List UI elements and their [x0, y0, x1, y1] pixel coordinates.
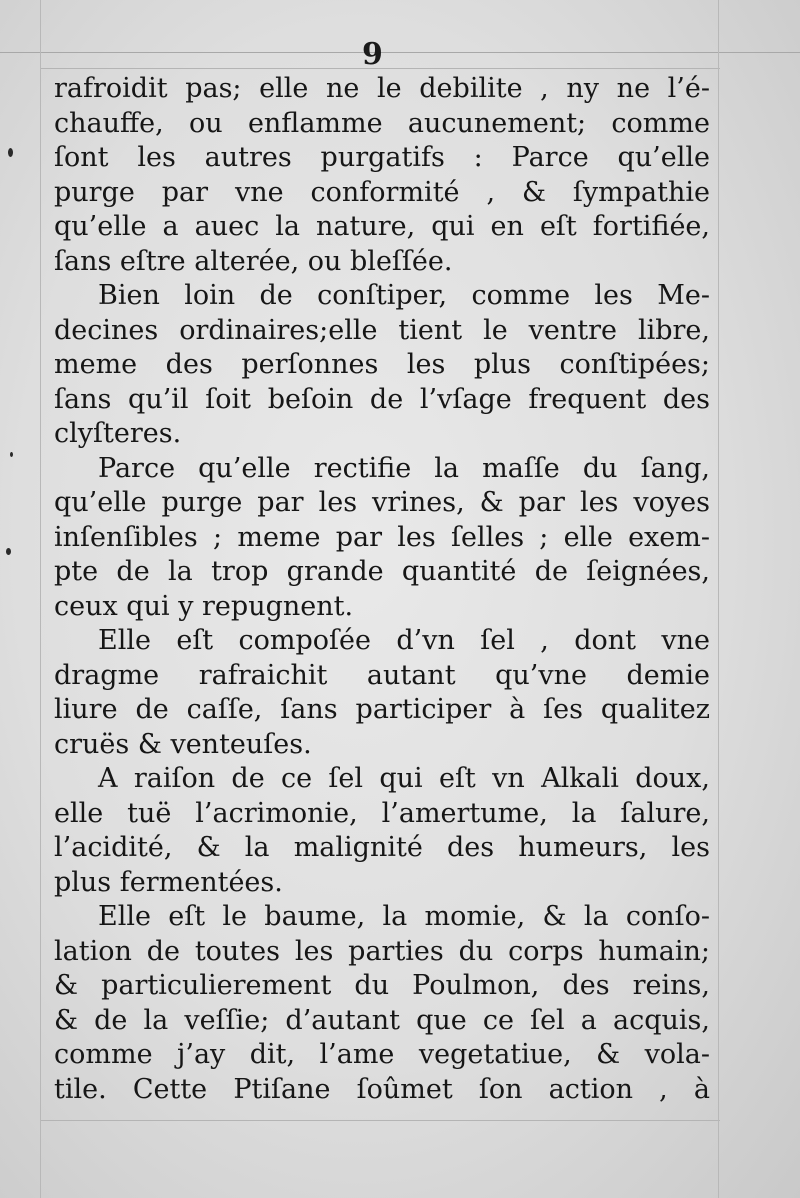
paragraph	[54, 72, 710, 279]
text-line: Parce qu’elle rectifie la maſſe du ſang,	[98, 452, 710, 484]
text-line: Elle eſt compoſée d’vn ſel , dont vne	[98, 625, 710, 656]
paragraph	[54, 452, 710, 625]
ink-spot	[6, 548, 11, 555]
page-number: 9	[362, 37, 383, 72]
text-line: clyſteres.	[54, 418, 182, 449]
text-line: ſont les autres purgatifs : Parce qu’elle	[54, 142, 710, 173]
text-line: A raiſon de ce ſel qui eſt vn Alkali doux,	[98, 763, 710, 794]
text-line: purge par vne conformité , & ſympathie	[54, 176, 710, 208]
text-line: ſans eſtre alterée, ou bleſſée.	[54, 245, 453, 277]
text-line: dragme rafraichit autant qu’vne demie	[54, 659, 710, 691]
text-line: & particulierement du Poulmon, des reins,	[54, 970, 710, 1001]
paragraph	[54, 762, 710, 900]
page-edge-line	[0, 52, 800, 53]
text-line: plus fermentées.	[54, 866, 283, 898]
text-line: rafroidit pas; elle ne le debilite , ny ne l’é-	[54, 73, 710, 104]
text-line: meme des perſonnes les plus conſtipées;	[54, 349, 710, 380]
text-line: & de la veſſie; d’autant que ce ſel a acquis,	[54, 1004, 710, 1036]
text-line: comme j’ay dit, l’ame vegetatiue, & vola-	[54, 1039, 710, 1070]
text-line: qu’elle purge par les vrines, & par les voyes	[54, 487, 710, 518]
body-text	[54, 72, 710, 1107]
text-line: qu’elle a auec la nature, qui en eſt fortifiée,	[54, 211, 710, 242]
text-line: lation de toutes les parties du corps humain;	[54, 935, 710, 967]
text-line: Elle eſt le baume, la momie, & la conſo-	[98, 901, 710, 932]
right-margin-rule	[718, 0, 719, 1198]
text-line: pte de la trop grande quantité de ſeignées,	[54, 556, 710, 587]
left-margin-rule	[40, 0, 41, 1198]
text-line: elle tuë l’acrimonie, l’amertume, la ſalure,	[54, 797, 710, 829]
ink-spot	[10, 452, 13, 457]
text-line: ſans qu’il ſoit beſoin de l’vſage frequent des	[54, 383, 710, 415]
text-line: cruës & venteuſes.	[54, 728, 312, 760]
footer-rule	[40, 1120, 720, 1121]
text-line: l’acidité, & la malignité des humeurs, les	[54, 832, 710, 863]
text-line: Bien loin de conſtiper, comme les Me-	[98, 280, 710, 311]
text-line: decines ordinaires;elle tient le ventre libre,	[54, 314, 710, 346]
ink-spot	[8, 148, 13, 157]
paragraph	[54, 279, 710, 452]
text-line: chauffe, ou enflamme aucunement; comme	[54, 107, 710, 139]
text-line: ceux qui y repugnent.	[54, 590, 354, 622]
text-line: tile. Cette Ptiſane ſoûmet ſon action , à	[54, 1073, 710, 1105]
paragraph	[54, 900, 710, 1107]
text-line: liure de caſſe, ſans participer à ſes qualitez	[54, 694, 710, 725]
text-line: inſenſibles ; meme par les ſelles ; elle exem-	[54, 521, 710, 553]
paragraph	[54, 624, 710, 762]
